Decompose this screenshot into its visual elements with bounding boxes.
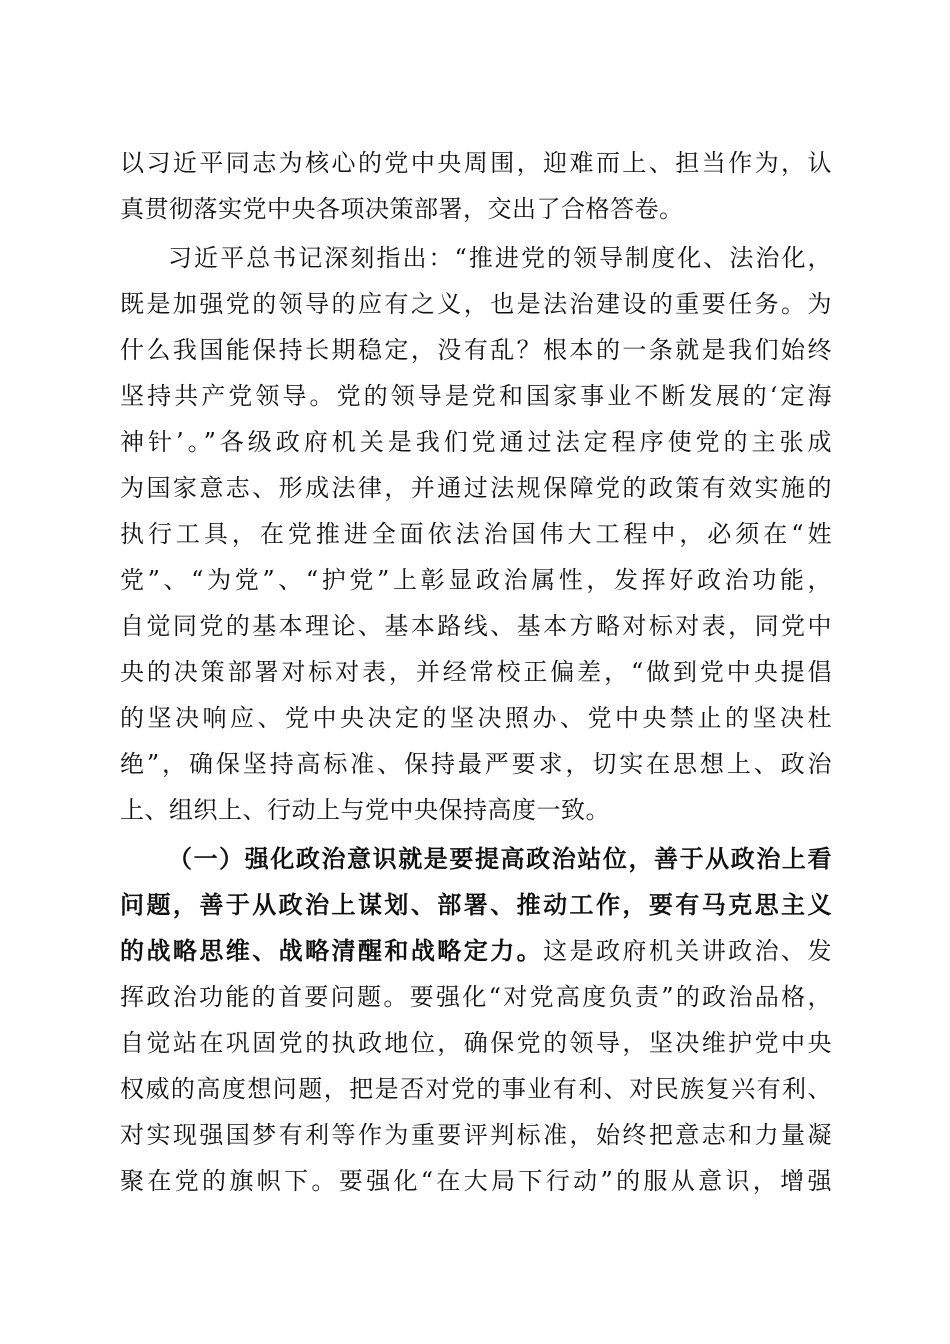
text-line: 自觉站在巩固党的执政地位，确保党的领导，坚决维护党中央 xyxy=(120,1029,832,1057)
text-line: 为国家意志、形成法律，并通过法规保障党的政策有效实施的 xyxy=(120,474,832,502)
text-line: 什么我国能保持长期稳定，没有乱？根本的一条就是我们始终 xyxy=(120,336,832,364)
bold-text: 的战略思维、战略清醒和战略定力。 xyxy=(120,936,544,965)
text-line: 挥政治功能的首要问题。要强化“对党高度负责”的政治品格， xyxy=(120,983,832,1011)
normal-text: 这是政府机关讲政治、发 xyxy=(543,937,833,965)
text-line: 真贯彻落实党中央各项决策部署，交出了合格答卷。 xyxy=(120,195,684,223)
text-line: 党”、“为党”、“护党”上彰显政治属性，发挥好政治功能， xyxy=(120,566,832,594)
bold-heading-line: （一）强化政治意识就是要提高政治站位，善于从政治上看 xyxy=(168,844,832,873)
text-line: 神针’。”各级政府机关是我们党通过法定程序使党的主张成 xyxy=(120,428,832,456)
text-line: 既是加强党的领导的应有之义，也是法治建设的重要任务。为 xyxy=(120,290,832,318)
mixed-text-line xyxy=(120,928,832,974)
text-line: 上、组织上、行动上与党中央保持高度一致。 xyxy=(120,796,610,824)
paragraph-1 xyxy=(120,140,832,232)
paragraph-3 xyxy=(120,836,832,1204)
text-line: 聚在党的旗帜下。要强化“在大局下行动”的服从意识，增强 xyxy=(120,1167,832,1195)
text-line: 绝”，确保坚持高标准、保持最严要求，切实在思想上、政治 xyxy=(120,750,832,778)
text-line: 对实现强国梦有利等作为重要评判标准，始终把意志和力量凝 xyxy=(120,1121,832,1149)
text-line: 的坚决响应、党中央决定的坚决照办、党中央禁止的坚决杜 xyxy=(120,704,832,732)
document-body xyxy=(120,140,832,1204)
text-line: 以习近平同志为核心的党中央周围，迎难而上、担当作为，认 xyxy=(120,149,832,177)
text-line: 执行工具，在党推进全面依法治国伟大工程中，必须在“姓 xyxy=(120,520,832,548)
paragraph-2 xyxy=(120,235,832,833)
text-line: 自觉同党的基本理论、基本路线、基本方略对标对表，同党中 xyxy=(120,612,832,640)
text-line: 央的决策部署对标对表，并经常校正偏差，“做到党中央提倡 xyxy=(120,658,832,686)
bold-heading-line: 问题，善于从政治上谋划、部署、推动工作，要有马克思主义 xyxy=(120,890,832,919)
text-line: 习近平总书记深刻指出：“推进党的领导制度化、法治化， xyxy=(168,244,832,272)
text-line: 权威的高度想问题，把是否对党的事业有利、对民族复兴有利、 xyxy=(120,1075,832,1103)
text-line: 坚持共产党领导。党的领导是党和国家事业不断发展的‘定海 xyxy=(120,382,832,410)
